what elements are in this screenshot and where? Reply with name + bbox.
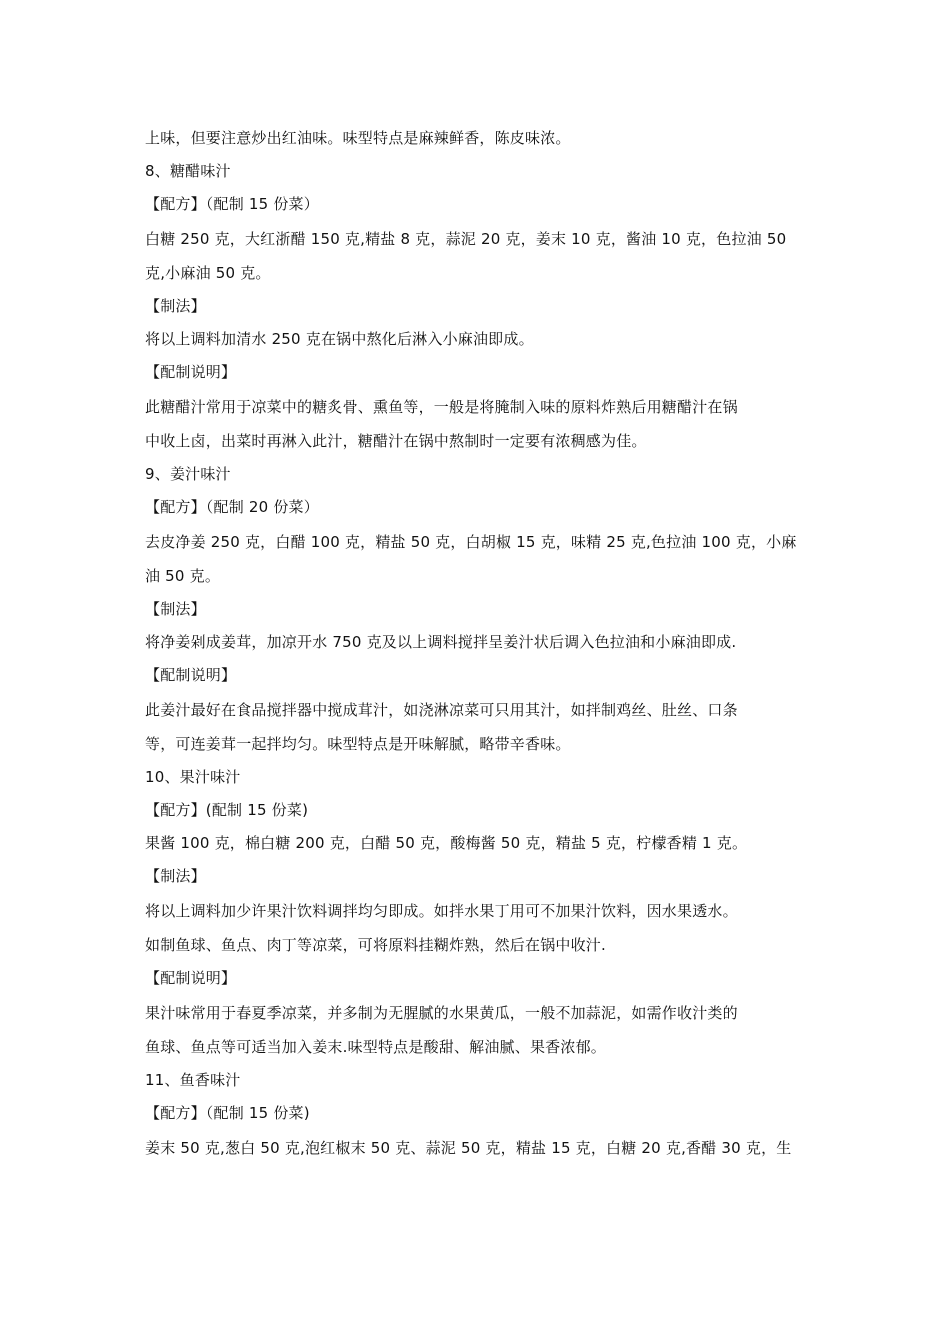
text-line: 鱼球、鱼点等可适当加入姜末.味型特点是酸甜、解油腻、果香浓郁。 <box>145 1038 606 1056</box>
text-line: 此姜汁最好在食品搅拌器中搅成茸汁，如浇淋凉菜可只用其汁，如拌制鸡丝、肚丝、口条 <box>145 701 738 719</box>
text-line: 姜末 50 克,葱白 50 克,泡红椒末 50 克、蒜泥 50 克，精盐 15 克，白糖 20 克,香醋 30 克，生 <box>145 1139 792 1157</box>
text-line: 中收上卤，出菜时再淋入此汁，糖醋汁在锅中熬制时一定要有浓稠感为佳。 <box>145 432 647 450</box>
document-body <box>145 122 810 1166</box>
text-line: 将以上调料加清水 250 克在锅中熬化后淋入小麻油即成。 <box>145 330 534 348</box>
notes-label: 【配制说明】 <box>145 363 237 381</box>
notes-label: 【配制说明】 <box>145 666 237 684</box>
text-line: 去皮净姜 250 克，白醋 100 克，精盐 50 克，白胡椒 15 克，味精 25 克,色拉油 100 克，小麻 <box>145 533 797 551</box>
text-line: 克,小麻油 50 克。 <box>145 264 271 282</box>
recipe-label: 【配方】(配制 15 份菜) <box>145 801 309 819</box>
method-label: 【制法】 <box>145 867 206 885</box>
text-line: 将净姜剁成姜茸，加凉开水 750 克及以上调料搅拌呈姜汁状后调入色拉油和小麻油即成. <box>145 633 737 651</box>
text-line: 如制鱼球、鱼点、肉丁等凉菜，可将原料挂糊炸熟，然后在锅中收汁. <box>145 936 606 954</box>
section-heading-fruit-sauce: 10、果汁味汁 <box>145 768 241 786</box>
text-line: 果汁味常用于春夏季凉菜，并多制为无腥腻的水果黄瓜，一般不加蒜泥，如需作收汁类的 <box>145 1004 738 1022</box>
text-line: 此糖醋汁常用于凉菜中的糖炙骨、熏鱼等，一般是将腌制入味的原料炸熟后用糖醋汁在锅 <box>145 398 738 416</box>
text-line: 油 50 克。 <box>145 567 221 585</box>
text-line: 果酱 100 克，棉白糖 200 克，白醋 50 克，酸梅酱 50 克，精盐 5 克，柠檬香精 1 克。 <box>145 834 748 852</box>
recipe-label: 【配方】（配制 15 份菜) <box>145 1104 310 1122</box>
text-line: 将以上调料加少许果汁饮料调拌均匀即成。如拌水果丁用可不加果汁饮料，因水果透水。 <box>145 902 738 920</box>
text-line: 上味，但要注意炒出红油味。味型特点是麻辣鲜香，陈皮味浓。 <box>145 129 571 147</box>
recipe-label: 【配方】（配制 20 份菜） <box>145 498 319 516</box>
text-line: 等，可连姜茸一起拌均匀。味型特点是开味解腻，略带辛香味。 <box>145 735 571 753</box>
section-heading-fish-flavor-sauce: 11、鱼香味汁 <box>145 1071 241 1089</box>
section-heading-sweet-sour-sauce: 8、糖醋味汁 <box>145 162 231 180</box>
section-heading-ginger-sauce: 9、姜汁味汁 <box>145 465 231 483</box>
notes-label: 【配制说明】 <box>145 969 237 987</box>
text-line: 白糖 250 克，大红浙醋 150 克,精盐 8 克，蒜泥 20 克，姜末 10 克，酱油 10 克，色拉油 50 <box>145 230 787 248</box>
method-label: 【制法】 <box>145 600 206 618</box>
method-label: 【制法】 <box>145 297 206 315</box>
recipe-label: 【配方】（配制 15 份菜） <box>145 195 319 213</box>
